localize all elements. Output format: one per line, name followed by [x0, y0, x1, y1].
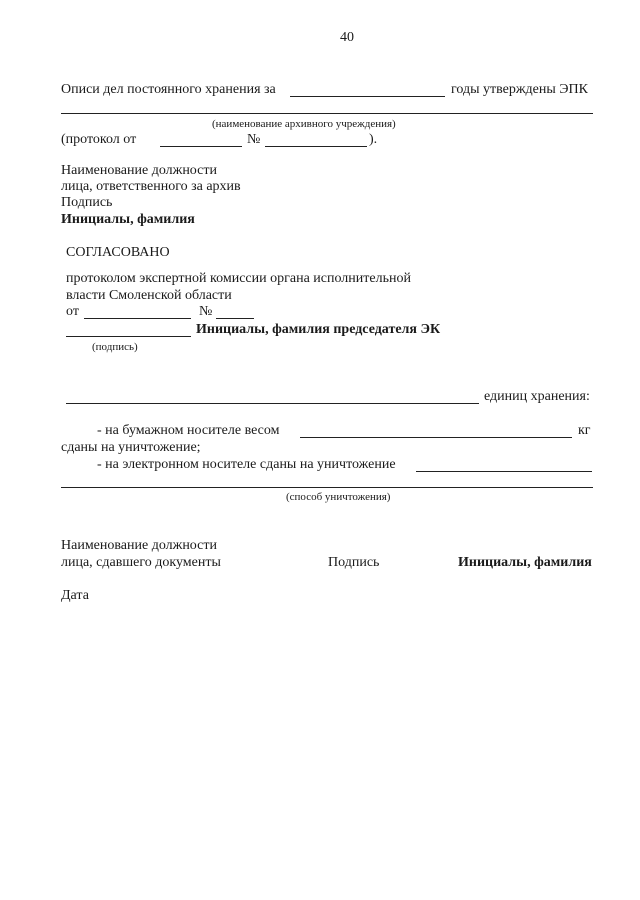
units-blank-line — [66, 403, 479, 404]
method-caption: (способ уничтожения) — [286, 491, 391, 503]
years-blank-line — [290, 96, 445, 97]
responsible-position-line1: Наименование должности — [61, 163, 217, 178]
header-prefix: Описи дел постоянного хранения за — [61, 82, 276, 97]
responsible-signature: Подпись — [61, 195, 113, 210]
header-suffix: годы утверждены ЭПК — [451, 82, 588, 97]
paper-weight-line — [300, 437, 572, 438]
protocol-number-sign: № — [247, 132, 261, 147]
institution-blank-line — [61, 113, 593, 114]
protocol-number-line — [265, 146, 367, 147]
approval-from-label: от — [66, 304, 79, 319]
protocol-prefix: (протокол от — [61, 132, 137, 147]
approval-text-line2: власти Смоленской области — [66, 288, 232, 303]
approval-text-line1: протоколом экспертной комиссии органа исполнительной — [66, 271, 411, 286]
handover-initials: Инициалы, фамилия — [458, 555, 592, 570]
method-blank-line — [61, 487, 593, 488]
chairman-initials: Инициалы, фамилия председателя ЭК — [196, 322, 441, 337]
units-label: единиц хранения: — [484, 389, 590, 404]
paper-continuation: сданы на уничтожение; — [61, 440, 201, 455]
protocol-date-line — [160, 146, 242, 147]
approval-date-line — [84, 318, 191, 319]
electronic-blank-line — [416, 471, 592, 472]
approval-number-sign: № — [199, 304, 213, 319]
protocol-end: ). — [369, 132, 378, 147]
paper-unit: кг — [578, 423, 591, 438]
chairman-signature-line — [66, 336, 191, 337]
approval-title: СОГЛАСОВАНО — [66, 245, 170, 260]
approval-number-line — [216, 318, 254, 319]
page-number: 40 — [340, 30, 354, 45]
handover-position-line1: Наименование должности — [61, 538, 217, 553]
handover-position-line2: лица, сдавшего документы — [61, 555, 221, 570]
responsible-initials: Инициалы, фамилия — [61, 212, 195, 227]
responsible-position-line2: лица, ответственного за архив — [61, 179, 241, 194]
institution-caption: (наименование архивного учреждения) — [212, 118, 396, 130]
signature-caption: (подпись) — [92, 341, 138, 353]
electronic-line: - на электронном носителе сданы на уничтожение — [97, 457, 396, 472]
date-label: Дата — [61, 588, 89, 603]
paper-prefix: - на бумажном носителе весом — [97, 423, 280, 438]
handover-signature: Подпись — [328, 555, 380, 570]
